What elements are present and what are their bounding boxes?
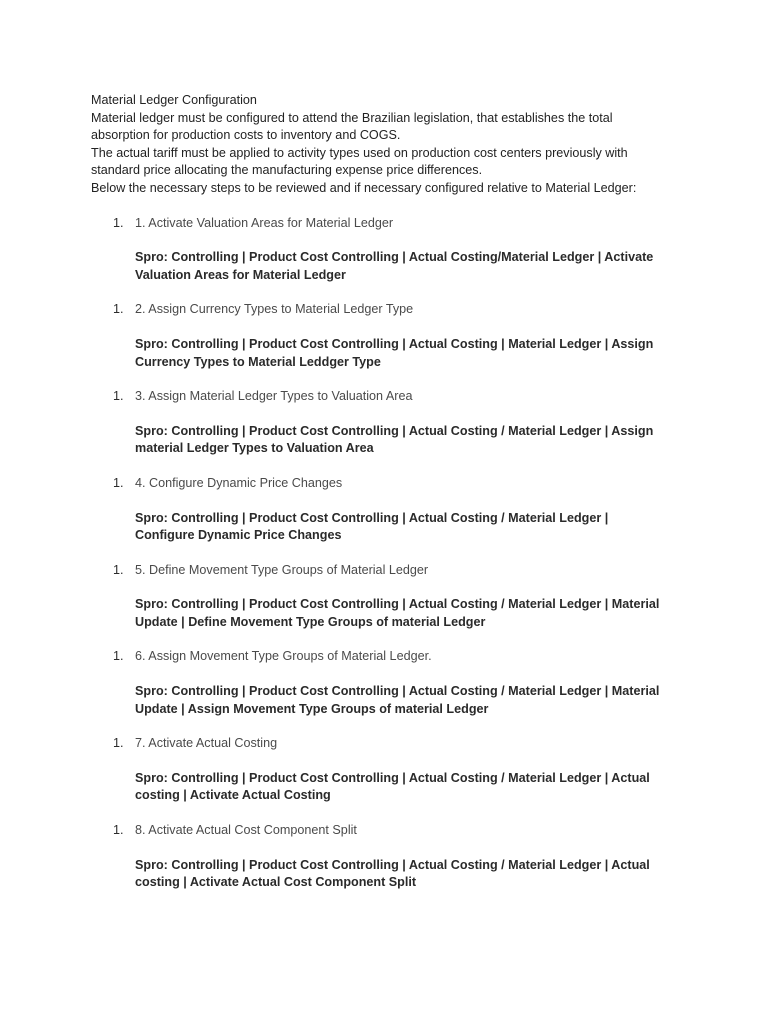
list-marker: 1. (113, 215, 124, 230)
step-title: 6. Assign Movement Type Groups of Material Ledger. (135, 649, 432, 664)
intro-section (91, 92, 668, 198)
steps-list (91, 215, 668, 892)
list-marker: 1. (113, 823, 124, 838)
step-item (91, 648, 668, 718)
step-title: 8. Activate Actual Cost Component Split (135, 823, 357, 838)
step-menu-path: Spro: Controlling | Product Cost Controlling | Actual Costing / Material Ledger | Configure Dynamic Price Changes (135, 510, 609, 543)
step-title: 7. Activate Actual Costing (135, 736, 278, 751)
list-marker: 1. (113, 389, 124, 404)
step-title: 2. Assign Currency Types to Material Ledger Type (135, 302, 414, 317)
step-item (91, 388, 668, 458)
step-menu-path: Spro: Controlling | Product Cost Controlling | Actual Costing | Material Ledger | Assign Currency Types to Material Leddger Type (135, 336, 654, 369)
list-marker: 1. (113, 736, 124, 751)
step-item (91, 301, 668, 371)
step-item (91, 735, 668, 805)
list-marker: 1. (113, 302, 124, 317)
list-marker: 1. (113, 475, 124, 490)
step-menu-path: Spro: Controlling | Product Cost Controlling | Actual Costing/Material Ledger | Activate Valuation Areas for Material Ledger (135, 250, 654, 282)
document-title: Material Ledger Configuration (91, 93, 257, 107)
intro-paragraph: Material ledger must be configured to attend the Brazilian legislation, that establishes the total absorption for production costs to inventory and COGS. (91, 110, 613, 143)
step-item (91, 215, 668, 285)
step-menu-path: Spro: Controlling | Product Cost Controlling | Actual Costing / Material Ledger | Actual costing | Activate Actual Costing (135, 770, 650, 803)
list-marker: 1. (113, 562, 124, 577)
list-marker: 1. (113, 649, 124, 664)
step-menu-path: Spro: Controlling | Product Cost Controlling | Actual Costing / Material Ledger | Material Update | Define Movement Type Groups of material Ledger (135, 597, 660, 629)
step-menu-path: Spro: Controlling | Product Cost Controlling | Actual Costing / Material Ledger | Material Update | Assign Movement Type Groups of material Ledger (135, 684, 660, 716)
step-menu-path: Spro: Controlling | Product Cost Controlling | Actual Costing / Material Ledger | Assign material Ledger Types to Valuation Area (135, 423, 654, 456)
step-title: 3. Assign Material Ledger Types to Valuation Area (135, 389, 413, 404)
step-item (91, 822, 668, 892)
intro-paragraph: Below the necessary steps to be reviewed and if necessary configured relative to Material Ledger: (91, 180, 637, 195)
step-title: 1. Activate Valuation Areas for Material Ledger (135, 215, 394, 230)
step-title: 4. Configure Dynamic Price Changes (135, 475, 343, 490)
step-title: 5. Define Movement Type Groups of Material Ledger (135, 562, 429, 577)
intro-paragraph: The actual tariff must be applied to activity types used on production cost centers previously with standard price allocating the manufacturing expense price differences. (91, 145, 628, 178)
step-item (91, 475, 668, 545)
step-item (91, 562, 668, 632)
step-menu-path: Spro: Controlling | Product Cost Controlling | Actual Costing / Material Ledger | Actual costing | Activate Actual Cost Component Split (135, 857, 650, 890)
